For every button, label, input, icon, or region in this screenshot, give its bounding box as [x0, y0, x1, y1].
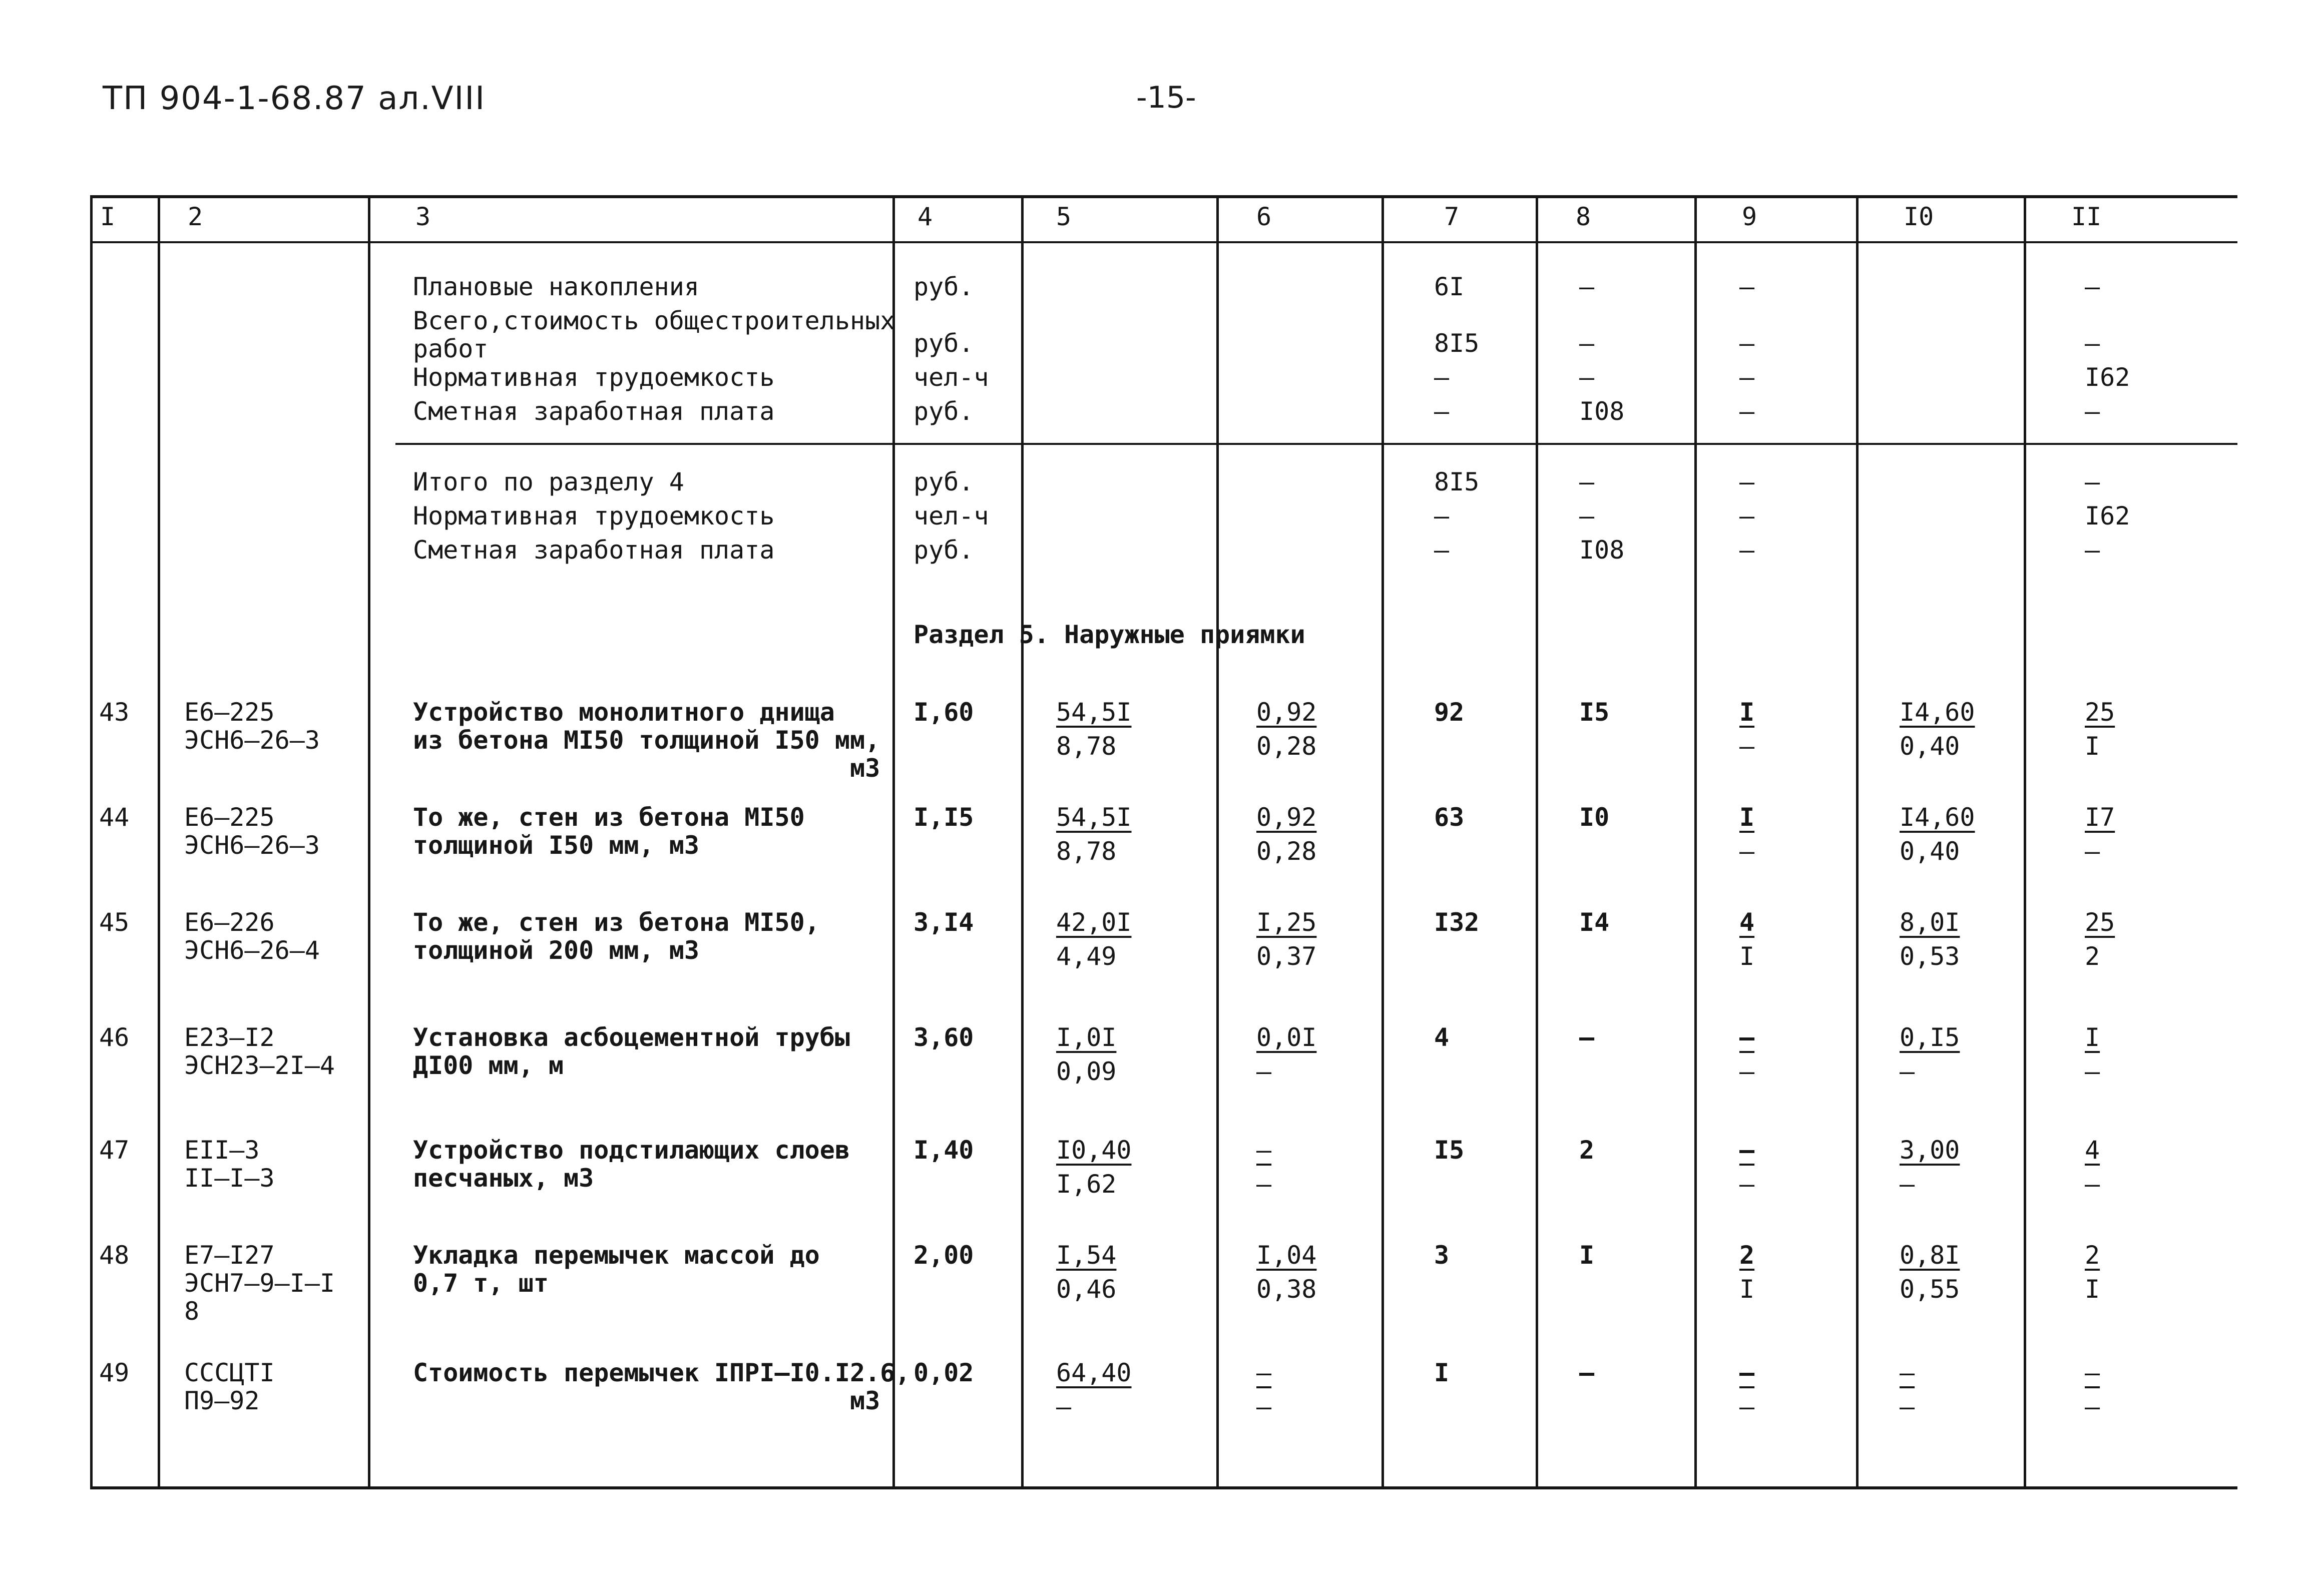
row-labor-unit: 0,8I	[1900, 1241, 1960, 1270]
row-machine-wage-sum: –	[1739, 732, 1755, 761]
row-quantity: 0,02	[913, 1358, 974, 1387]
table-bottom-border	[90, 1486, 2237, 1489]
summary-unit: чел-ч	[913, 363, 989, 392]
row-machine-wage-sum: –	[1739, 1057, 1755, 1086]
summary-col8: –	[1579, 363, 1595, 392]
row-machine-sum: –	[1739, 1023, 1755, 1052]
row-price-wage: 8,78	[1056, 837, 1117, 866]
column-divider-11	[2024, 195, 2026, 1489]
row-price-wage: 0,09	[1056, 1057, 1117, 1086]
summary-col8: –	[1579, 467, 1595, 496]
row-machine-wage-sum: –	[1739, 1392, 1755, 1421]
row-price-total: 42,0I	[1056, 908, 1132, 937]
summary-label: Итого по разделу 4	[413, 467, 684, 496]
row-description: Укладка перемычек массой до 0,7 т, шт	[413, 1241, 820, 1298]
row-quantity: I,I5	[913, 803, 974, 832]
row-price-wage: 0,46	[1056, 1275, 1117, 1304]
row-labor-unit-machine: 0,55	[1900, 1275, 1960, 1304]
summary-label: Нормативная трудоемкость	[413, 363, 775, 392]
row-price-total: I,0I	[1056, 1023, 1117, 1052]
row-machine-sum: 4	[1739, 908, 1755, 937]
row-cost-wage: –	[1579, 1023, 1595, 1052]
row-description: То же, стен из бетона МI50 толщиной I50 мм, м3	[413, 803, 805, 860]
row-labor-unit-machine: 0,53	[1900, 942, 1960, 971]
row-labor-total-machine: –	[2085, 1170, 2100, 1199]
column-divider-5	[1021, 195, 1024, 1489]
summary-col11: –	[2085, 329, 2100, 358]
row-labor-unit: 8,0I	[1900, 908, 1960, 937]
column-header-10: I0	[1904, 202, 1934, 231]
row-code: Е7–I27 ЭСН7–9–I–I 8	[184, 1241, 335, 1326]
summary-col9: –	[1739, 329, 1755, 358]
summary-label: Сметная заработная плата	[413, 536, 775, 565]
row-labor-total-machine: –	[2085, 1057, 2100, 1086]
row-cost-total: I5	[1434, 1136, 1465, 1165]
section-title: Раздел 5. Наружные приямки	[913, 620, 1305, 649]
column-header-1: I	[100, 202, 116, 231]
table-top-border	[90, 195, 2237, 198]
row-cost-wage: 2	[1579, 1136, 1595, 1165]
row-machine-sum: I	[1739, 803, 1755, 832]
summary-col11: –	[2085, 536, 2100, 565]
row-labor-total-machine: I	[2085, 732, 2100, 761]
column-header-2: 2	[188, 202, 203, 231]
summary-label: Плановые накопления	[413, 272, 699, 301]
row-labor-unit: I4,60	[1900, 698, 1975, 727]
summary-col8: I08	[1579, 397, 1625, 426]
summary-col9: –	[1739, 397, 1755, 426]
summary-col8: –	[1579, 272, 1595, 301]
row-labor-total-machine: –	[2085, 837, 2100, 866]
column-divider-1	[90, 195, 93, 1489]
summary-col8: I08	[1579, 536, 1625, 565]
row-labor-total: 25	[2085, 698, 2115, 727]
row-machine-wage: 0,38	[1256, 1275, 1317, 1304]
document-code: ТП 904-1-68.87 ал.VIII	[103, 80, 486, 117]
summary-unit: руб.	[913, 467, 974, 496]
row-quantity: I,60	[913, 698, 974, 727]
row-machine-wage: –	[1256, 1170, 1272, 1199]
row-machine-total: 0,0I	[1256, 1023, 1317, 1052]
row-cost-total: I	[1434, 1358, 1450, 1387]
row-cost-wage: I	[1579, 1241, 1595, 1270]
summary-col7: 6I	[1434, 272, 1465, 301]
row-machine-wage: 0,37	[1256, 942, 1317, 971]
summary-unit: руб.	[913, 397, 974, 426]
summary-unit: чел-ч	[913, 501, 989, 530]
row-labor-total: 4	[2085, 1136, 2100, 1165]
summary-col7: 8I5	[1434, 329, 1480, 358]
row-machine-sum: –	[1739, 1136, 1755, 1165]
row-code: Е23–I2 ЭСН23–2I–4	[184, 1023, 335, 1080]
column-header-7: 7	[1444, 202, 1460, 231]
summary-unit: руб.	[913, 329, 974, 358]
row-price-total: 54,5I	[1056, 698, 1132, 727]
row-labor-total-machine: 2	[2085, 942, 2100, 971]
summary-col7: –	[1434, 536, 1450, 565]
summary-col9: –	[1739, 467, 1755, 496]
column-header-4: 4	[917, 202, 933, 231]
column-divider-8	[1536, 195, 1538, 1489]
row-machine-total: 0,92	[1256, 698, 1317, 727]
summary-col11: I62	[2085, 363, 2130, 392]
row-price-wage: 8,78	[1056, 732, 1117, 761]
row-labor-unit-machine: –	[1900, 1392, 1915, 1421]
row-cost-wage: I5	[1579, 698, 1610, 727]
summary-unit: руб.	[913, 536, 974, 565]
row-price-wage: 4,49	[1056, 942, 1117, 971]
row-labor-total: 25	[2085, 908, 2115, 937]
summary-separator	[395, 443, 2237, 445]
row-machine-wage: 0,28	[1256, 732, 1317, 761]
row-description: Стоимость перемычек IПРI–I0.I2.6, м3	[413, 1358, 910, 1415]
row-machine-wage: –	[1256, 1392, 1272, 1421]
row-number: 46	[99, 1023, 130, 1052]
row-description: Установка асбоцементной трубы ДI00 мм, м	[413, 1023, 850, 1080]
row-machine-wage-sum: I	[1739, 1275, 1755, 1304]
summary-label: Нормативная трудоемкость	[413, 501, 775, 530]
row-code: ЕII–3 II–I–3	[184, 1136, 275, 1193]
row-machine-total: –	[1256, 1136, 1272, 1165]
summary-label: Сметная заработная плата	[413, 397, 775, 426]
row-code: СССЦТI П9–92	[184, 1358, 275, 1415]
row-machine-total: I,25	[1256, 908, 1317, 937]
row-labor-unit: 0,I5	[1900, 1023, 1960, 1052]
row-machine-wage: –	[1256, 1057, 1272, 1086]
row-price-total: I0,40	[1056, 1136, 1132, 1165]
summary-col11: –	[2085, 272, 2100, 301]
summary-col9: –	[1739, 501, 1755, 530]
column-divider-9	[1694, 195, 1697, 1489]
row-code: Е6–225 ЭСН6–26–3	[184, 698, 320, 755]
row-code: Е6–226 ЭСН6–26–4	[184, 908, 320, 965]
row-quantity: 3,60	[913, 1023, 974, 1052]
row-labor-unit-machine: –	[1900, 1170, 1915, 1199]
column-divider-4	[892, 195, 895, 1489]
summary-col11: I62	[2085, 501, 2130, 530]
row-cost-wage: –	[1579, 1358, 1595, 1387]
row-machine-total: 0,92	[1256, 803, 1317, 832]
row-cost-total: I32	[1434, 908, 1480, 937]
row-machine-sum: –	[1739, 1358, 1755, 1387]
row-machine-wage: 0,28	[1256, 837, 1317, 866]
row-price-total: I,54	[1056, 1241, 1117, 1270]
summary-col11: –	[2085, 397, 2100, 426]
column-header-6: 6	[1256, 202, 1272, 231]
column-header-5: 5	[1056, 202, 1072, 231]
row-cost-wage: I4	[1579, 908, 1610, 937]
summary-col9: –	[1739, 536, 1755, 565]
page-number: -15-	[1136, 80, 1196, 115]
row-labor-unit-machine: –	[1900, 1057, 1915, 1086]
summary-col9: –	[1739, 363, 1755, 392]
row-number: 44	[99, 803, 130, 832]
summary-label: Всего,стоимость общестроительных работ	[413, 306, 895, 363]
row-labor-total-machine: I	[2085, 1275, 2100, 1304]
row-labor-unit: –	[1900, 1358, 1915, 1387]
row-machine-sum: I	[1739, 698, 1755, 727]
column-divider-6	[1216, 195, 1219, 1489]
row-machine-wage-sum: I	[1739, 942, 1755, 971]
summary-unit: руб.	[913, 272, 974, 301]
row-labor-unit-machine: 0,40	[1900, 837, 1960, 866]
row-labor-total: 2	[2085, 1241, 2100, 1270]
row-labor-total: –	[2085, 1358, 2100, 1387]
row-labor-unit: 3,00	[1900, 1136, 1960, 1165]
row-machine-sum: 2	[1739, 1241, 1755, 1270]
row-labor-total-machine: –	[2085, 1392, 2100, 1421]
row-number: 43	[99, 698, 130, 727]
summary-col7: 8I5	[1434, 467, 1480, 496]
row-code: Е6–225 ЭСН6–26–3	[184, 803, 320, 860]
summary-col7: –	[1434, 501, 1450, 530]
row-cost-total: 3	[1434, 1241, 1450, 1270]
row-description: Устройство подстилающих слоев песчаных, м3	[413, 1136, 850, 1193]
row-labor-unit-machine: 0,40	[1900, 732, 1960, 761]
column-divider-2	[158, 195, 160, 1489]
row-labor-total: I7	[2085, 803, 2115, 832]
row-machine-total: I,04	[1256, 1241, 1317, 1270]
column-header-8: 8	[1576, 202, 1591, 231]
row-cost-wage: I0	[1579, 803, 1610, 832]
row-quantity: 3,I4	[913, 908, 974, 937]
column-header-11: II	[2071, 202, 2102, 231]
row-number: 47	[99, 1136, 130, 1165]
summary-col9: –	[1739, 272, 1755, 301]
column-divider-7	[1381, 195, 1384, 1489]
row-description: То же, стен из бетона МI50, толщиной 200 мм, м3	[413, 908, 820, 965]
column-divider-10	[1856, 195, 1859, 1489]
summary-col8: –	[1579, 329, 1595, 358]
row-cost-total: 4	[1434, 1023, 1450, 1052]
row-price-wage: I,62	[1056, 1170, 1117, 1199]
summary-col7: –	[1434, 363, 1450, 392]
row-number: 45	[99, 908, 130, 937]
column-header-9: 9	[1742, 202, 1757, 231]
summary-col8: –	[1579, 501, 1595, 530]
summary-col11: –	[2085, 467, 2100, 496]
column-header-3: 3	[415, 202, 431, 231]
summary-col7: –	[1434, 397, 1450, 426]
row-quantity: I,40	[913, 1136, 974, 1165]
row-cost-total: 92	[1434, 698, 1465, 727]
row-labor-total: I	[2085, 1023, 2100, 1052]
row-quantity: 2,00	[913, 1241, 974, 1270]
header-bottom-border	[90, 241, 2237, 243]
row-price-total: 54,5I	[1056, 803, 1132, 832]
row-description: Устройство монолитного днища из бетона МI50 толщиной I50 мм, м3	[413, 698, 880, 783]
row-price-total: 64,40	[1056, 1358, 1132, 1387]
row-machine-total: –	[1256, 1358, 1272, 1387]
row-number: 48	[99, 1241, 130, 1270]
column-divider-3	[368, 195, 370, 1489]
row-cost-total: 63	[1434, 803, 1465, 832]
row-labor-unit: I4,60	[1900, 803, 1975, 832]
row-number: 49	[99, 1358, 130, 1387]
row-machine-wage-sum: –	[1739, 837, 1755, 866]
row-price-wage: –	[1056, 1392, 1072, 1421]
row-machine-wage-sum: –	[1739, 1170, 1755, 1199]
